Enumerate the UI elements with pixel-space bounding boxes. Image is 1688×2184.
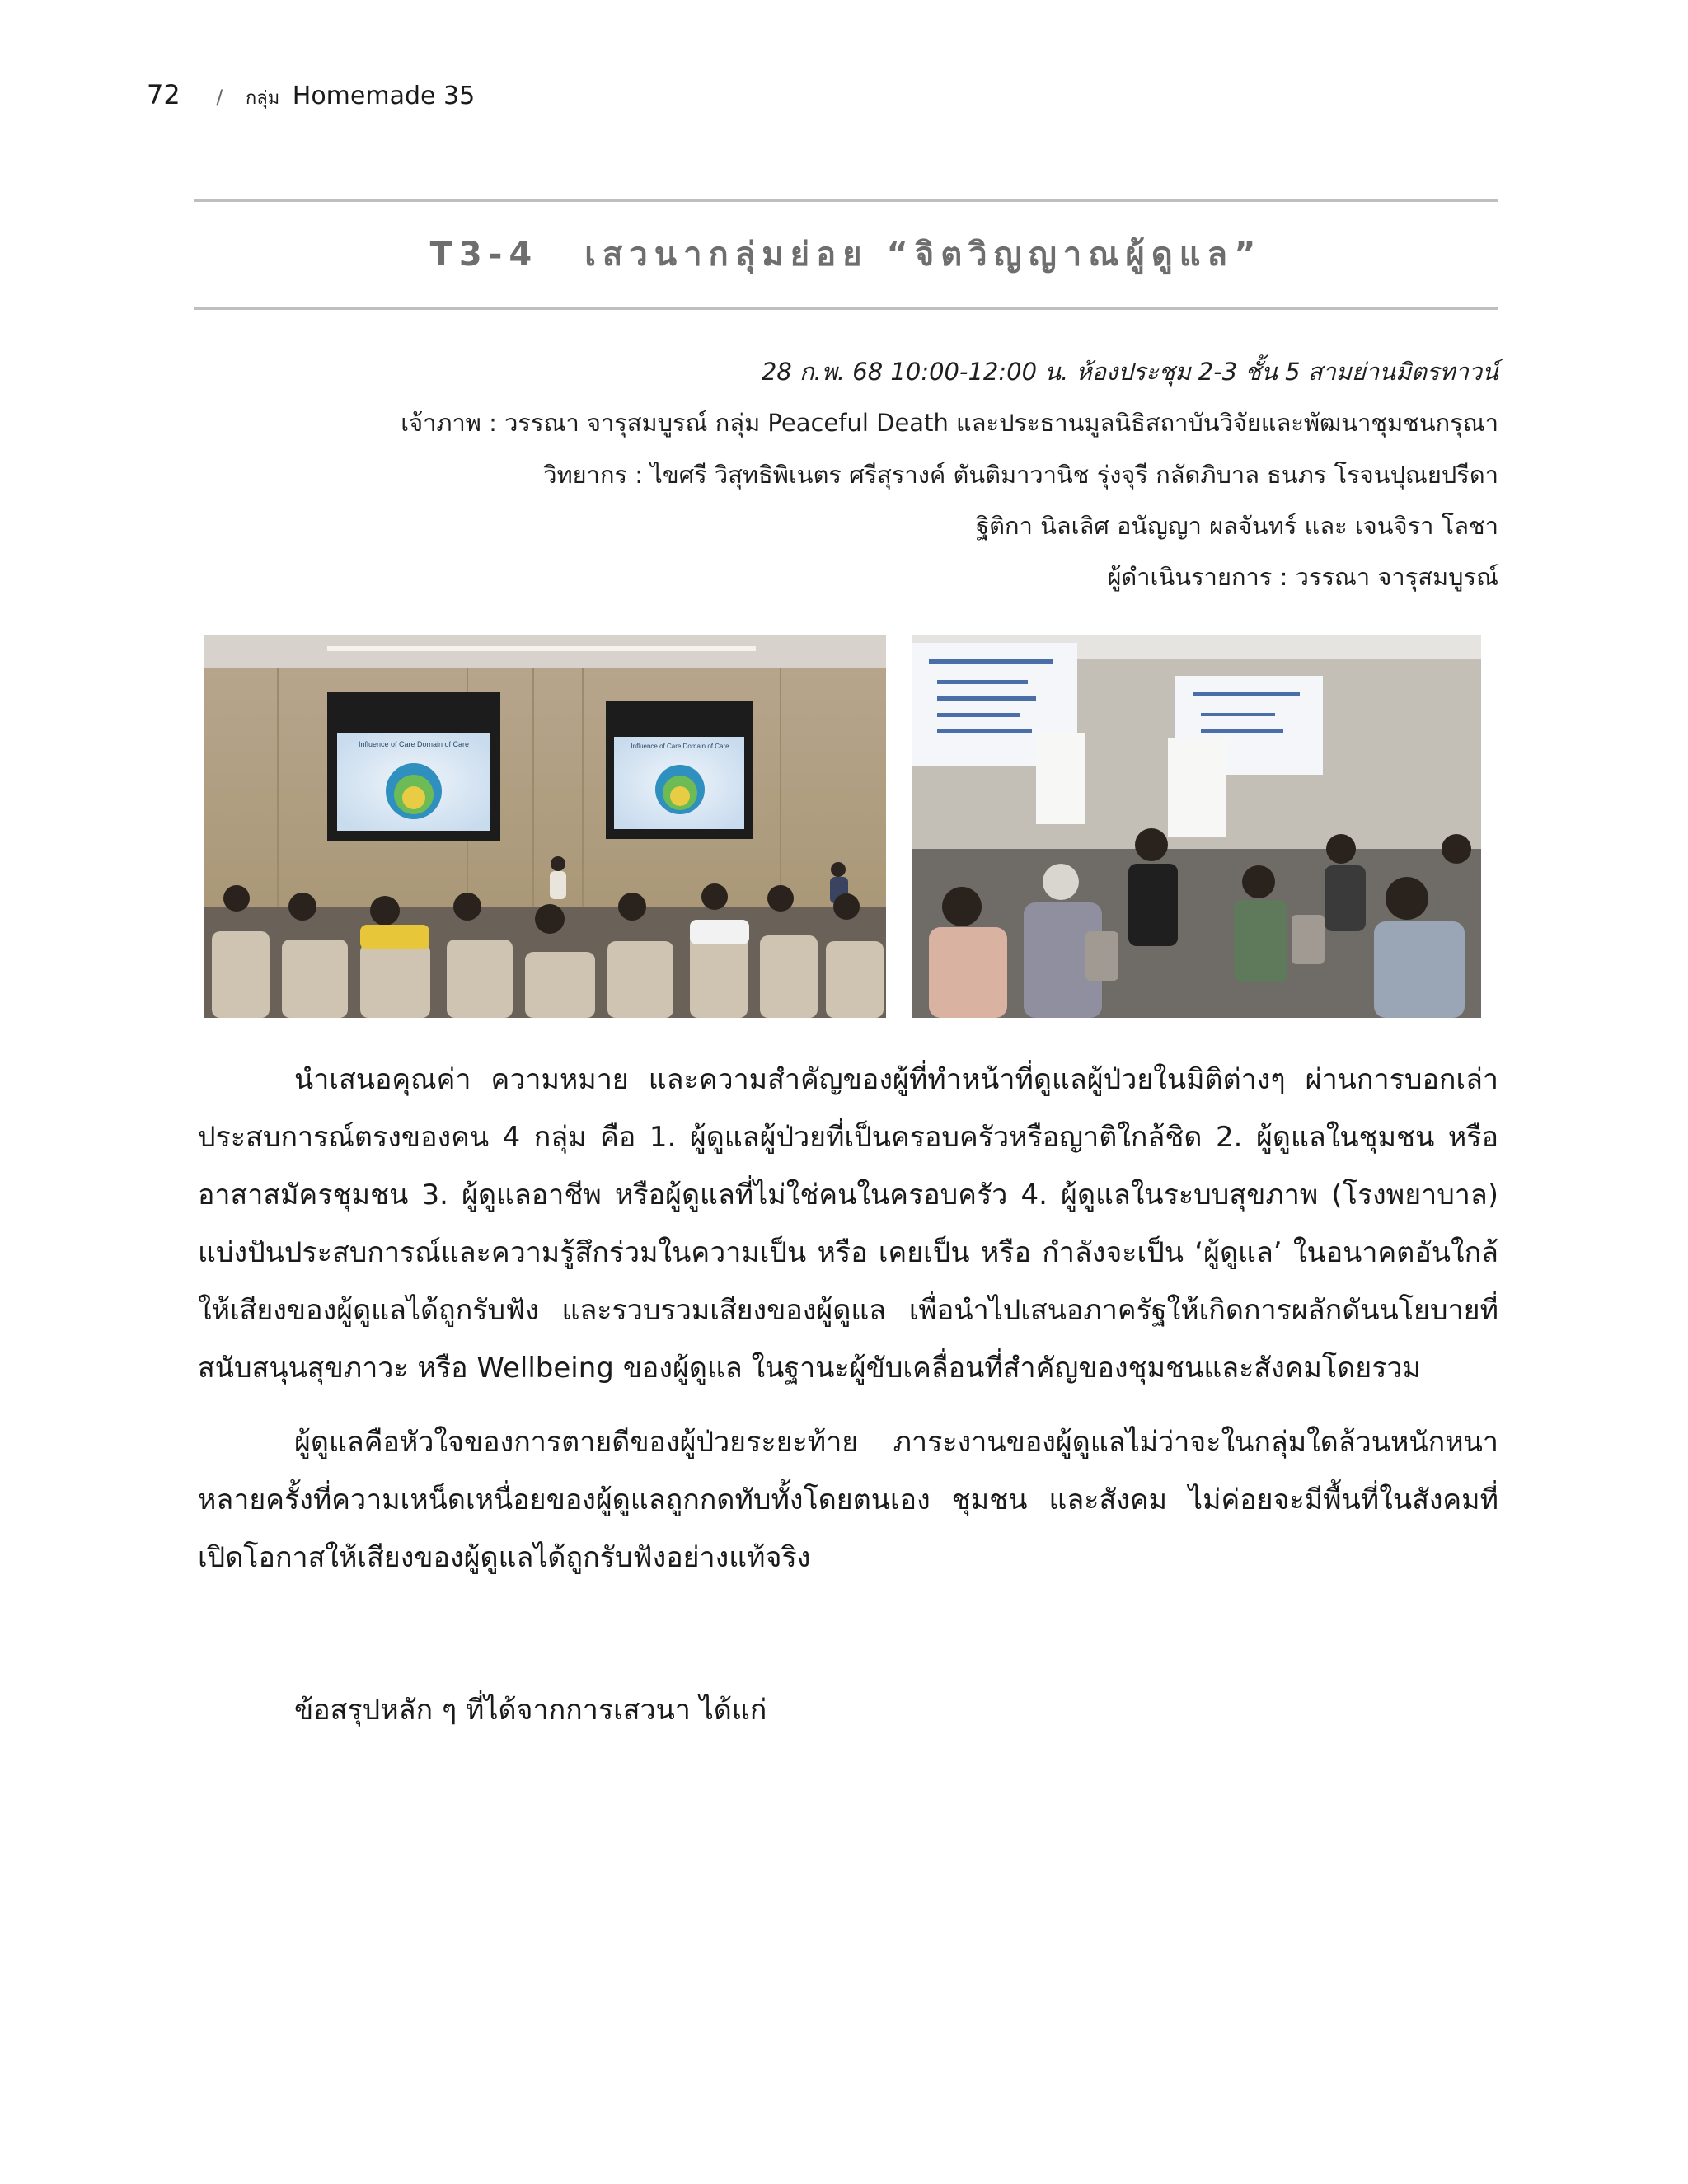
header-separator: / [216,86,223,109]
session-speakers-line-1: วิทยากร : ไขศรี วิสุทธิพิเนตร ศรีสุรางค์ ตันติมาวานิช รุ่งจุรี กลัดภิบาล ธนภร โรจนปุณยปรีดา [543,461,1498,489]
page-number: 72 [147,79,181,110]
session-code: T3-4 [429,236,539,274]
session-host: เจ้าภาพ : วรรณา จารุสมบูรณ์ กลุ่ม Peaceful Death และประธานมูลนิธิสถาบันวิจัยและพัฒนาชุมชนกรุณา [401,409,1498,437]
session-speakers-line-2: ฐิติกา นิลเลิศ อนัญญา ผลจันทร์ และ เจนจิรา โลชา [976,512,1498,540]
session-name: เสวนากลุ่มย่อย “จิตวิญญาณผู้ดูแล” [584,236,1263,274]
header-group-name: Homemade 35 [292,82,476,110]
body-paragraph-1: นำเสนอคุณค่า ความหมาย และความสำคัญของผู้ที่ทำหน้าที่ดูแลผู้ป่วยในมิติต่างๆ ผ่านการบอกเล่าประสบการณ์ตรงของคน 4 กลุ่ม คือ 1. ผู้ดูแลผู้ป่วยที่เป็นครอบครัวหรือญาติใกล้ชิด 2. ผู้ดูแลในชุมชน หรืออาสาสมัครชุมชน 3. ผู้ดูแลอาชีพ หรือผู้ดูแลที่ไม่ใช่คนในครอบครัว 4. ผู้ดูแลในระบบสุขภาพ (โรงพยาบาล) แบ่งปันประสบการณ์และความรู้สึกร่วมในความเป็น หรือ เคยเป็น หรือ กำลังจะเป็น ‘ผู้ดูแล’ ในอนาคตอันใกล้ ให้เสียงของผู้ดูแลได้ถูกรับฟัง และรวบรวมเสียงของผู้ดูแล เพื่อนำไปเสนอภาครัฐให้เกิดการผลักดันนโยบายที่สนับสนุนสุขภาวะ หรือ Wellbeing ของผู้ดูแล ในฐานะผู้ขับเคลื่อนที่สำคัญของชุมชนและสังคมโดยรวม [198,1063,1498,1385]
right-screen-title: Influence of Care Domain of Care [631,743,729,750]
running-header [147,79,475,112]
photo-seminar-audience [204,635,886,1018]
body-paragraph-3: ข้อสรุปหลัก ๆ ที่ได้จากการเสวนา ได้แก่ [294,1694,767,1727]
session-moderator: ผู้ดำเนินรายการ : วรรณา จารุสมบูรณ์ [1107,563,1498,591]
session-title [194,227,1498,280]
body-paragraph-2: ผู้ดูแลคือหัวใจของการตายดีของผู้ป่วยระยะท้าย ภาระงานของผู้ดูแลไม่ว่าจะในกลุ่มใดล้วนหนักหนา หลายครั้งที่ความเหน็ดเหนื่อยของผู้ดูแลถูกกดทับทั้งโดยตนเอง ชุมชน และสังคม ไม่ค่อยจะมีพื้นที่ในสังคมที่เปิดโอกาสให้เสียงของผู้ดูแลได้ถูกรับฟังอย่างแท้จริง [198,1426,1498,1574]
left-screen-title: Influence of Care Domain of Care [358,740,470,748]
header-group-label: กลุ่ม [245,88,280,109]
title-rule-top [194,199,1498,202]
session-date-time-place: 28 ก.พ. 68 10:00-12:00 น. ห้องประชุม 2-3 ชั้น 5 สามย่านมิตรทาวน์ [761,358,1498,386]
photo-group-discussion [912,635,1481,1018]
title-rule-bottom [194,307,1498,310]
